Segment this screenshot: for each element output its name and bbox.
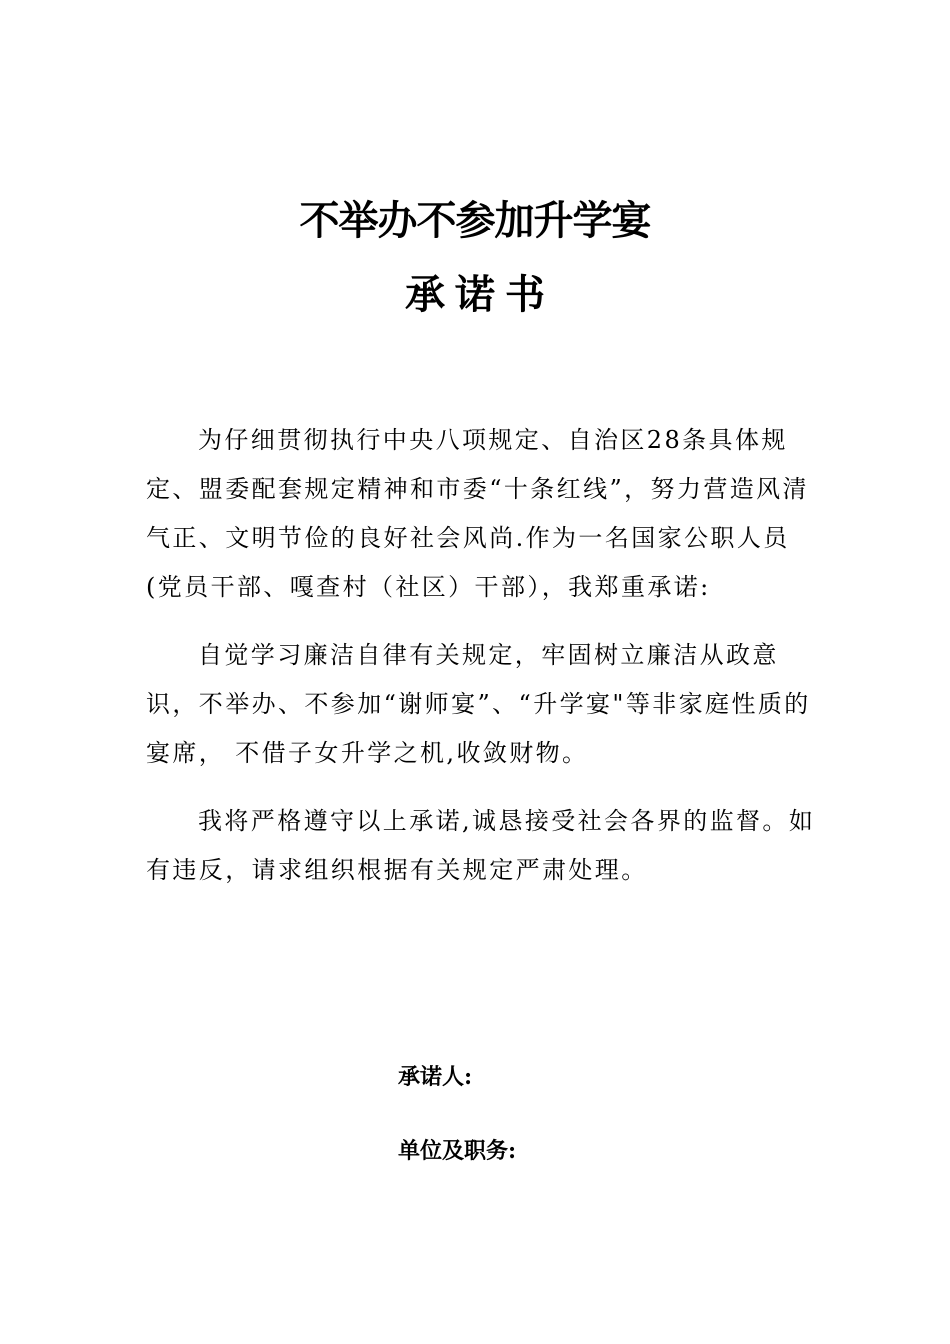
body-paragraph-intro: 为仔细贯彻执行中央八项规定、自治区28条具体规定、盟委配套规定精神和市委“十条红线”，努力营造风清气正、文明节俭的良好社会风尚.作为一名国家公职人员(党员干部、嘎查村（社区）干部），我郑重承诺: <box>146 426 809 601</box>
signer-label: 承诺人: <box>398 1064 473 1090</box>
body-paragraph-supervision: 我将严格遵守以上承诺,诚恳接受社会各界的监督。如有违反，请求组织根据有关规定严肃处理。 <box>146 807 816 884</box>
unit-position-label: 单位及职务: <box>398 1138 517 1164</box>
document-subtitle: 承诺书 <box>405 271 555 318</box>
document-title: 不举办不参加升学宴 <box>299 197 651 244</box>
body-paragraph-commitment: 自觉学习廉洁自律有关规定，牢固树立廉洁从政意识，不举办、不参加“谢师宴”、“升学宴"等非家庭性质的宴席， 不借子女升学之机,收敛财物。 <box>146 641 811 767</box>
